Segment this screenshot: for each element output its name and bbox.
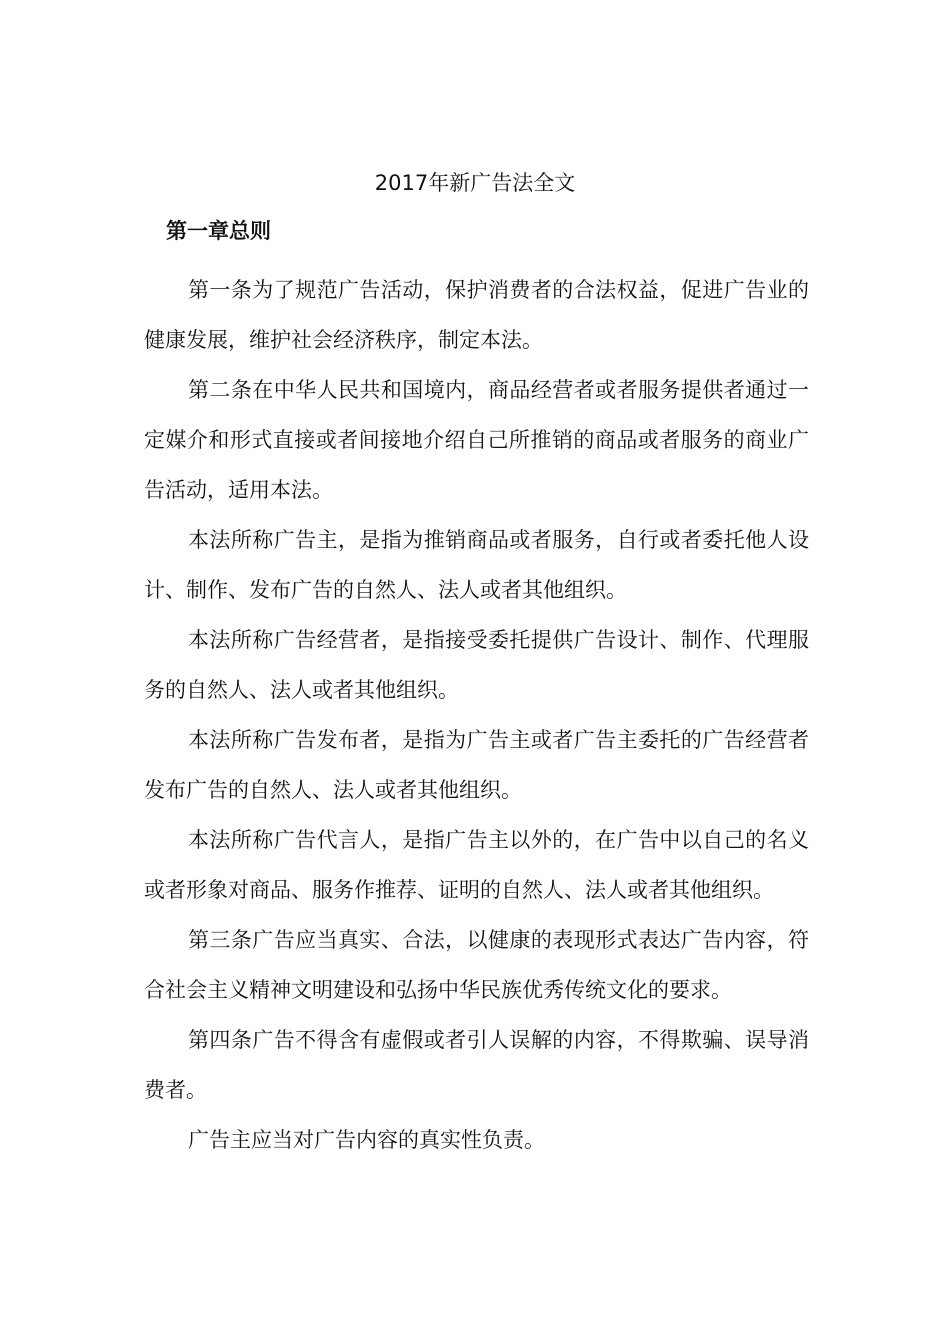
paragraph-advertiser-definition: 本法所称广告主，是指为推销商品或者服务，自行或者委托他人设计、制作、发布广告的自然人、法人或者其他组织。 (144, 528, 809, 602)
paragraph-advertiser-responsibility: 广告主应当对广告内容的真实性负责。 (188, 1128, 545, 1152)
document-body (144, 265, 809, 1165)
paragraph-article-3: 第三条广告应当真实、合法，以健康的表现形式表达广告内容，符合社会主义精神文明建设和弘扬中华民族优秀传统文化的要求。 (144, 928, 809, 1002)
paragraph-operator-definition: 本法所称广告经营者，是指接受委托提供广告设计、制作、代理服务的自然人、法人或者其他组织。 (144, 628, 809, 702)
paragraph-article-2: 第二条在中华人民共和国境内，商品经营者或者服务提供者通过一定媒介和形式直接或者间接地介绍自己所推销的商品或者服务的商业广告活动，适用本法。 (144, 378, 809, 502)
document-title: 2017年新广告法全文 (374, 171, 576, 195)
paragraph-publisher-definition: 本法所称广告发布者，是指为广告主或者广告主委托的广告经营者发布广告的自然人、法人或者其他组织。 (144, 728, 809, 802)
paragraph-article-4: 第四条广告不得含有虚假或者引人误解的内容，不得欺骗、误导消费者。 (144, 1028, 809, 1102)
paragraph-article-1: 第一条为了规范广告活动，保护消费者的合法权益，促进广告业的健康发展，维护社会经济秩序，制定本法。 (144, 278, 809, 352)
paragraph-endorser-definition: 本法所称广告代言人，是指广告主以外的，在广告中以自己的名义或者形象对商品、服务作推荐、证明的自然人、法人或者其他组织。 (144, 828, 809, 902)
chapter-heading: 第一章总则 (166, 219, 271, 243)
